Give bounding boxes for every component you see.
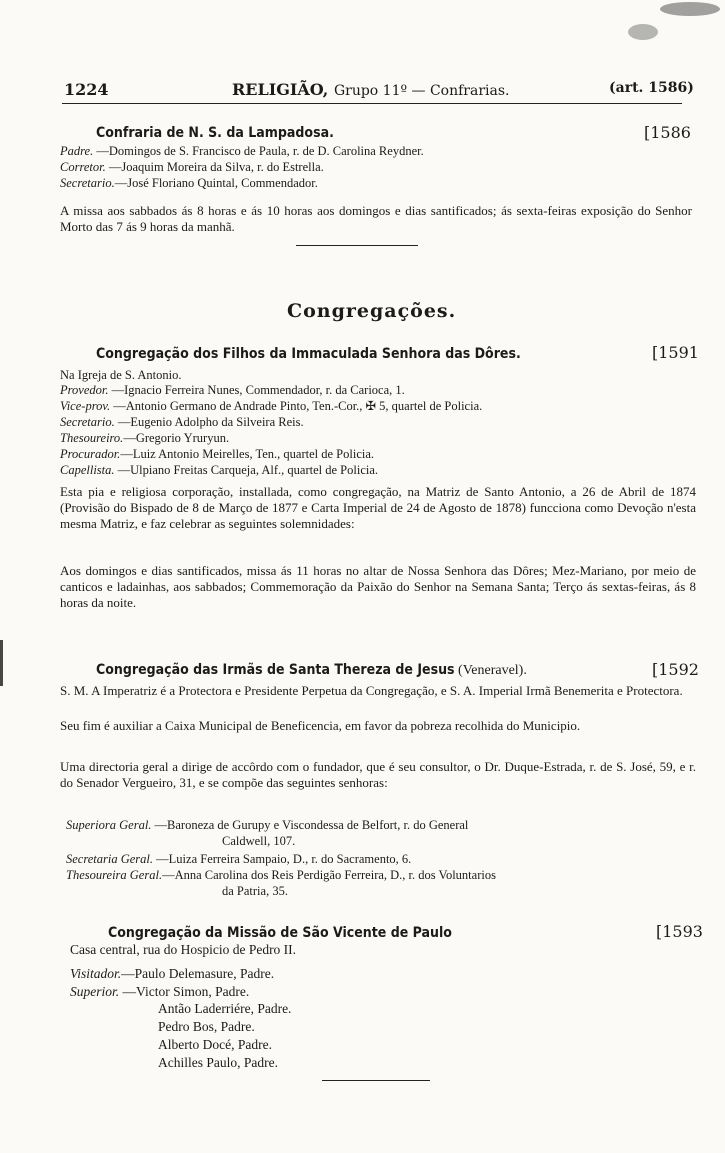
- separator-rule: [322, 1080, 430, 1081]
- entry-number: [1591: [652, 343, 699, 362]
- entry-paragraph: Uma directoria geral a dirige de accôrdo com o fundador, que é seu consultor, o Dr. Duque-Estrada, r. de S. José, 59, e r. do Senador Vergueiro, 31, e se compõe das seguintes senhoras:: [60, 759, 696, 790]
- role-line: [66, 852, 411, 867]
- entry-location: Na Igreja de S. Antonio.: [60, 368, 182, 382]
- role-label: Thesoureira Geral.: [66, 868, 163, 882]
- entry-title: [96, 662, 527, 679]
- member-line: Achilles Paulo, Padre.: [158, 1055, 278, 1070]
- role-label: Corretor.: [60, 160, 106, 174]
- role-line: [70, 984, 249, 999]
- role-line: [60, 144, 424, 159]
- role-line: [66, 818, 468, 833]
- role-label: Capellista.: [60, 463, 115, 477]
- role-text: —Ulpiano Freitas Carqueja, Alf., quartel de Policia.: [114, 463, 379, 477]
- role-label: Padre.: [60, 144, 94, 158]
- role-label: Vice-prov.: [60, 399, 111, 413]
- role-text: —Luiza Ferreira Sampaio, D., r. do Sacramento, 6.: [153, 852, 412, 866]
- separator-rule: [296, 245, 418, 246]
- entry-number: [1593: [656, 922, 703, 941]
- entry-title: Confraria de N. S. da Lampadosa.: [96, 125, 334, 141]
- entry-title: Congregação da Missão de São Vicente de Paulo: [108, 925, 452, 941]
- entry-paragraph: S. M. A Imperatriz é a Protectora e Presidente Perpetua da Congregação, e S. A. Imperial Irmã Benemerita e Protectora.: [60, 683, 683, 698]
- role-line: [60, 176, 318, 191]
- role-continuation: Caldwell, 107.: [222, 834, 296, 848]
- role-label: Superior.: [70, 984, 120, 999]
- role-text: —Anna Carolina dos Reis Perdigão Ferreira, D., r. dos Voluntarios: [162, 868, 496, 882]
- role-line: [60, 160, 324, 175]
- member-line: Antão Laderriére, Padre.: [158, 1001, 292, 1016]
- role-text: —José Floriano Quintal, Commendador.: [114, 176, 318, 190]
- entry-number: [1586: [644, 123, 691, 142]
- role-label: Secretario.: [60, 176, 115, 190]
- role-label: Thesoureiro.: [60, 431, 124, 445]
- entry-note: A missa aos sabbados ás 8 horas e ás 10 horas aos domingos e dias santificados; ás sexta-feiras exposição do Senhor Morto das 7 ás 9 horas da manhã.: [60, 203, 692, 234]
- entry-paragraph: Seu fim é auxiliar a Caixa Municipal de Beneficencia, em favor da pobreza recolhida do Municipio.: [60, 718, 581, 733]
- entry-number: [1592: [652, 660, 699, 679]
- header-title-text: RELIGIÃO,: [232, 80, 329, 99]
- header-article: (art. 1586): [609, 80, 694, 96]
- role-label: Provedor.: [60, 383, 109, 397]
- role-text: —Domingos de S. Francisco de Paula, r. de D. Carolina Reydner.: [93, 144, 424, 158]
- role-text: —Ignacio Ferreira Nunes, Commendador, r. da Carioca, 1.: [108, 383, 405, 397]
- role-line: [60, 431, 229, 446]
- member-line: Pedro Bos, Padre.: [158, 1019, 255, 1034]
- entry-title: Congregação dos Filhos da Immaculada Senhora das Dôres.: [96, 346, 521, 362]
- role-text: —Joaquim Moreira da Silva, r. do Estrella.: [105, 160, 324, 174]
- role-text: —Eugenio Adolpho da Silveira Reis.: [114, 415, 304, 429]
- role-continuation: da Patria, 35.: [222, 884, 288, 898]
- role-text: —Antonio Germano de Andrade Pinto, Ten.-Cor., ✠ 5, quartel de Policia.: [110, 399, 483, 413]
- scan-smudge: [660, 2, 720, 16]
- role-label: Superiora Geral.: [66, 818, 152, 832]
- role-text: —Luiz Antonio Meirelles, Ten., quartel de Policia.: [120, 447, 375, 461]
- header-subtitle: Grupo 11º — Confrarias.: [333, 83, 510, 99]
- entry-paragraph: Esta pia e religiosa corporação, installada, como congregação, na Matriz de Santo Antonio, a 26 de Abril de 1874 (Provisão do Bispado de 8 de Março de 1877 e Carta Imperial de 24 de Agosto de 1878) funcciona como Devoção n'esta mesma Matriz, e faz celebrar as seguintes solemnidades:: [60, 484, 696, 531]
- role-label: Procurador.: [60, 447, 121, 461]
- role-text: —Baroneza de Gurupy e Viscondessa de Belfort, r. do General: [151, 818, 469, 832]
- section-title: Congregações.: [287, 300, 457, 322]
- role-text: —Victor Simon, Padre.: [119, 984, 250, 999]
- role-label: Visitador.: [70, 966, 122, 981]
- entry-paragraph: Aos domingos e dias santificados, missa ás 11 horas no altar de Nossa Senhora das Dôres; Mez-Mariano, por meio de canticos e ladainhas, aos sabbados; Commemoração da Paixão do Senhor na Semana Santa; Terço ás sextas-feiras, ás 8 horas da noite.: [60, 563, 696, 610]
- page-header: [0, 80, 725, 102]
- role-text: —Paulo Delemasure, Padre.: [121, 966, 275, 981]
- role-line: [60, 383, 405, 398]
- member-line: Alberto Docé, Padre.: [158, 1037, 272, 1052]
- page-number: 1224: [64, 80, 109, 99]
- scan-mark: [0, 640, 3, 686]
- role-label: Secretaria Geral.: [66, 852, 154, 866]
- role-line: [66, 868, 496, 883]
- role-line: [60, 447, 374, 462]
- role-line: [60, 399, 482, 414]
- entry-title-suffix: (Veneravel).: [454, 663, 527, 678]
- header-title: [232, 80, 510, 99]
- entry-location: Casa central, rua do Hospicio de Pedro II.: [70, 942, 297, 957]
- role-text: —Gregorio Yruryun.: [123, 431, 230, 445]
- role-line: [70, 966, 274, 981]
- role-line: [60, 463, 378, 478]
- entry-title-text: Congregação das Irmãs de Santa Thereza de Jesus: [96, 662, 455, 678]
- header-rule: [62, 103, 682, 104]
- scan-smudge: [628, 24, 658, 40]
- role-label: Secretario.: [60, 415, 115, 429]
- role-line: [60, 415, 304, 430]
